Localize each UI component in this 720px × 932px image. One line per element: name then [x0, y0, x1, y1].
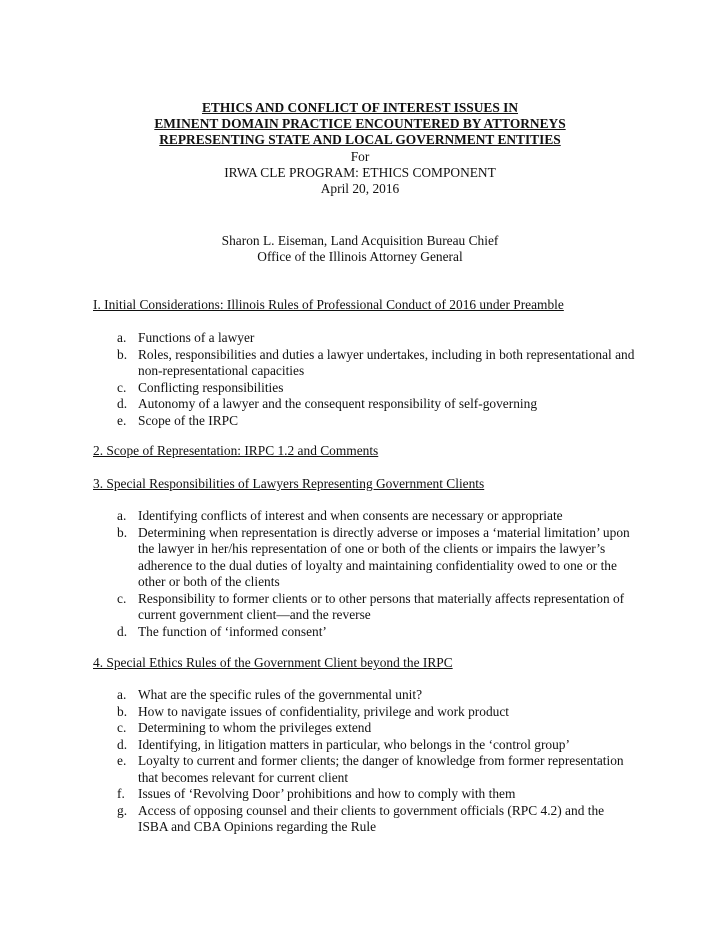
section-3-title: 3. Special Responsibilities of Lawyers Representing Government Clients: [93, 476, 485, 491]
list-item-text: Determining to whom the privileges extend: [138, 720, 372, 735]
list-item: [117, 687, 637, 704]
list-item-text: Roles, responsibilities and duties a lawyer undertakes, including in both representational and non-representational capacities: [138, 346, 635, 378]
list-marker: e.: [117, 412, 127, 428]
section-3-list: [117, 508, 637, 640]
for-label: For: [350, 148, 370, 164]
list-marker: b.: [117, 524, 128, 540]
list-marker: a.: [117, 687, 127, 702]
list-marker: d.: [117, 396, 128, 411]
list-marker: c.: [117, 590, 127, 606]
list-item-text: The function of ‘informed consent’: [138, 623, 327, 639]
list-item: [117, 704, 637, 721]
list-item-text: Autonomy of a lawyer and the consequent responsibility of self-governing: [138, 396, 538, 411]
list-marker: d.: [117, 736, 128, 752]
list-marker: b.: [117, 703, 128, 719]
list-item: [117, 413, 637, 430]
title-line-3: REPRESENTING STATE AND LOCAL GOVERNMENT ENTITIES: [159, 132, 561, 148]
list-item: [117, 753, 637, 786]
section-2-title: 2. Scope of Representation: IRPC 1.2 and Comments: [93, 443, 379, 458]
list-item: [117, 803, 637, 836]
section-4-title: 4. Special Ethics Rules of the Government Client beyond the IRPC: [93, 655, 453, 670]
author-office: Office of the Illinois Attorney General: [257, 249, 463, 265]
list-item: [117, 786, 637, 803]
list-item: [117, 624, 637, 641]
list-item-text: Determining when representation is directly adverse or imposes a ‘material limitation’ upon the lawyer in her/his representation of one or both of the clients or impairs the lawyer’s adherence to the dual duties of loyalty and maintaining confidentiality owed to one or the other or both of the clients: [138, 524, 630, 589]
list-item-text: What are the specific rules of the governmental unit?: [138, 687, 423, 702]
list-item-text: Responsibility to former clients or to other persons that materially affects representation of current government client—and the reverse: [138, 590, 625, 622]
program-date: April 20, 2016: [320, 181, 400, 197]
list-marker: b.: [117, 346, 128, 362]
list-item: [117, 525, 637, 591]
list-item-text: Identifying, in litigation matters in particular, who belongs in the ‘control group’: [138, 736, 570, 752]
list-item: [117, 720, 637, 737]
list-item-text: Access of opposing counsel and their clients to government officials (RPC 4.2) and the ISBA and CBA Opinions regarding the Rule: [138, 802, 605, 834]
list-marker: a.: [117, 508, 127, 523]
list-marker: a.: [117, 330, 127, 345]
title-line-1: ETHICS AND CONFLICT OF INTEREST ISSUES IN: [201, 100, 519, 115]
list-item: [117, 591, 637, 624]
list-item-text: Identifying conflicts of interest and when consents are necessary or appropriate: [138, 508, 563, 523]
list-item: [117, 330, 637, 347]
list-item-text: How to navigate issues of confidentiality, privilege and work product: [138, 703, 510, 719]
section-4-list: [117, 687, 637, 836]
list-marker: f.: [117, 786, 125, 801]
list-item: [117, 737, 637, 754]
section-1-title: I. Initial Considerations: Illinois Rules of Professional Conduct of 2016 under Preamble: [93, 297, 564, 312]
list-item-text: Issues of ‘Revolving Door’ prohibitions and how to comply with them: [138, 786, 516, 801]
title-line-2: EMINENT DOMAIN PRACTICE ENCOUNTERED BY ATTORNEYS: [154, 116, 566, 132]
section-1-list: [117, 330, 637, 429]
author-name: Sharon L. Eiseman, Land Acquisition Bureau Chief: [221, 233, 499, 248]
list-marker: c.: [117, 379, 127, 395]
list-item-text: Conflicting responsibilities: [138, 379, 284, 395]
list-marker: g.: [117, 802, 128, 818]
list-item-text: Loyalty to current and former clients; the danger of knowledge from former representation that becomes relevant for current client: [138, 753, 624, 785]
program-name: IRWA CLE PROGRAM: ETHICS COMPONENT: [224, 164, 496, 180]
list-item: [117, 396, 637, 413]
list-item-text: Functions of a lawyer: [138, 330, 255, 345]
list-item: [117, 347, 637, 380]
list-item: [117, 508, 637, 525]
list-item: [117, 380, 637, 397]
list-marker: c.: [117, 720, 127, 735]
list-item-text: Scope of the IRPC: [138, 412, 239, 428]
author-block: [0, 233, 720, 265]
document-heading: [0, 100, 720, 197]
list-marker: d.: [117, 623, 128, 639]
list-marker: e.: [117, 753, 127, 768]
